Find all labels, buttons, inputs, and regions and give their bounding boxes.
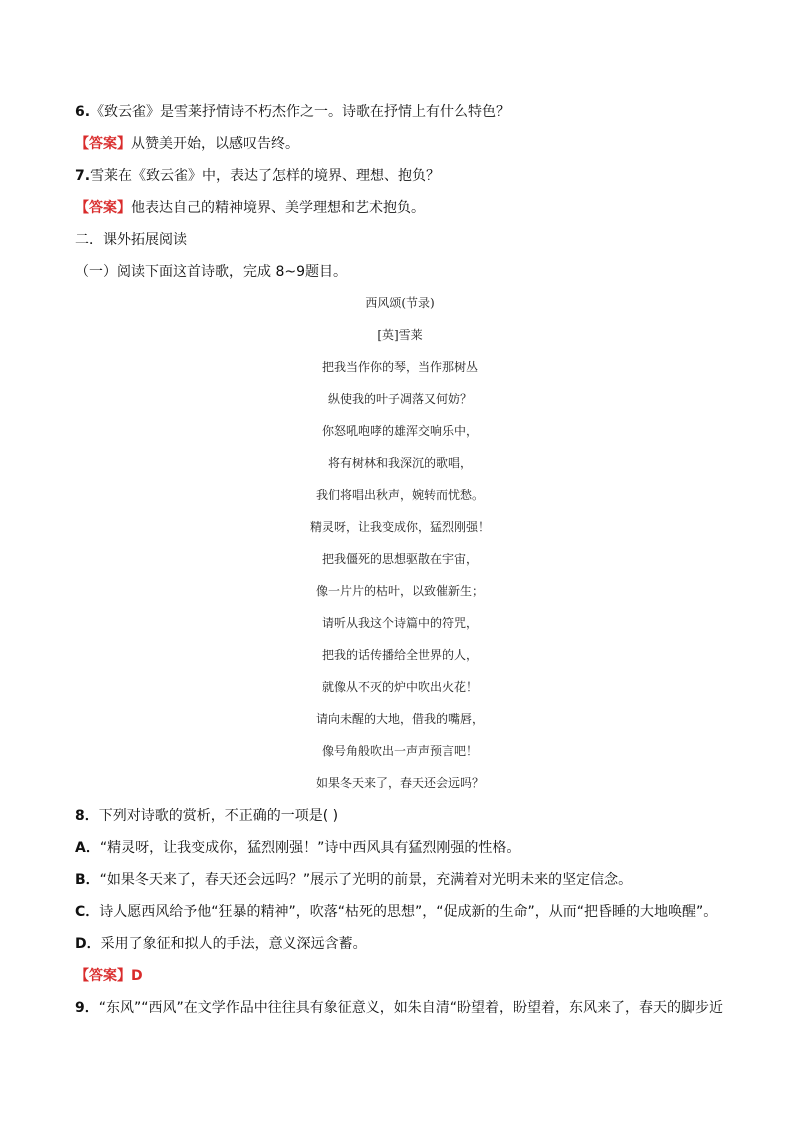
question-number: 9． bbox=[75, 1000, 99, 1016]
poem-line: 你怒吼咆哮的雄浑交响乐中， bbox=[321, 424, 478, 438]
option-b bbox=[75, 870, 725, 890]
answer-letter: D bbox=[131, 968, 143, 984]
answer-text: 他表达自己的精神境界、美学理想和艺术抱负。 bbox=[131, 200, 425, 216]
poem-line: 像一片片的枯叶，以致催新生； bbox=[315, 584, 484, 598]
answer-tag: 【答案】 bbox=[75, 968, 131, 984]
answer-8 bbox=[75, 966, 725, 986]
answer-7 bbox=[75, 198, 725, 218]
poem-line: 请听从我这个诗篇中的符咒， bbox=[321, 616, 478, 630]
answer-text: 从赞美开始，以感叹告终。 bbox=[131, 136, 299, 152]
option-text: 诗人愿西风给予他“狂暴的精神”，吹落“枯死的思想”，“促成新的生命”，从而“把昏睡的大地唤醒”。 bbox=[99, 904, 718, 920]
poem-line: 把我的话传播给全世界的人， bbox=[321, 648, 478, 662]
poem-line: 请向未醒的大地，借我的嘴唇， bbox=[315, 712, 484, 726]
poem-line: 把我当作你的琴，当作那树丛 bbox=[321, 360, 478, 374]
poem-title: 西风颂(节录) bbox=[365, 296, 435, 310]
section-heading: 二．课外拓展阅读 bbox=[75, 232, 187, 248]
poem-line: 我们将唱出秋声，婉转而忧愁。 bbox=[315, 488, 484, 502]
question-text: “东风”“西风”在文学作品中往往具有象征意义，如朱自清“盼望着，盼望着，东风来了，春天的脚步近 bbox=[98, 1000, 724, 1016]
option-letter: A． bbox=[75, 840, 100, 856]
poem-line: 如果冬天来了，春天还会远吗？ bbox=[315, 776, 484, 790]
poem-author: [英]雪莱 bbox=[377, 328, 423, 342]
subsection-instruction: （一）阅读下面这首诗歌，完成 8~9题目。 bbox=[75, 264, 347, 280]
option-text: 采用了象征和拟人的手法，意义深远含蓄。 bbox=[100, 936, 367, 952]
answer-tag: 【答案】 bbox=[75, 200, 131, 216]
option-d bbox=[75, 934, 725, 954]
question-text: 《致云雀》是雪莱抒情诗不朽杰作之一。诗歌在抒情上有什么特色？ bbox=[90, 104, 511, 120]
question-number: 7. bbox=[75, 168, 91, 184]
poem-line: 将有树林和我深沉的歌唱， bbox=[327, 456, 472, 470]
question-text: 雪莱在《致云雀》中，表达了怎样的境界、理想、抱负？ bbox=[90, 168, 441, 184]
poem-line: 纵使我的叶子凋落又何妨？ bbox=[327, 392, 472, 406]
question-8 bbox=[75, 806, 725, 826]
answer-tag: 【答案】 bbox=[75, 136, 131, 152]
poem-line: 精灵呀，让我变成你，猛烈刚强！ bbox=[309, 520, 490, 534]
poem-line: 把我僵死的思想驱散在宇宙， bbox=[321, 552, 478, 566]
answer-6 bbox=[75, 134, 725, 154]
option-text: “如果冬天来了，春天还会远吗？”展示了光明的前景，充满着对光明未来的坚定信念。 bbox=[99, 872, 633, 888]
option-letter: B． bbox=[75, 872, 100, 888]
option-a bbox=[75, 838, 725, 858]
question-text: 下列对诗歌的赏析，不正确的一项是( ) bbox=[98, 808, 339, 824]
option-letter: C． bbox=[75, 904, 100, 920]
poem-line: 就像从不灭的炉中吹出火花！ bbox=[321, 680, 478, 694]
option-letter: D． bbox=[75, 936, 101, 952]
option-text: “精灵呀，让我变成你，猛烈刚强！”诗中西风具有猛烈刚强的性格。 bbox=[99, 840, 521, 856]
question-6 bbox=[75, 102, 725, 122]
option-c bbox=[75, 902, 725, 922]
poem-line: 像号角般吹出一声声预言吧！ bbox=[321, 744, 478, 758]
question-7 bbox=[75, 166, 725, 186]
question-number: 6. bbox=[75, 104, 91, 120]
question-9 bbox=[75, 998, 725, 1018]
question-number: 8． bbox=[75, 808, 99, 824]
